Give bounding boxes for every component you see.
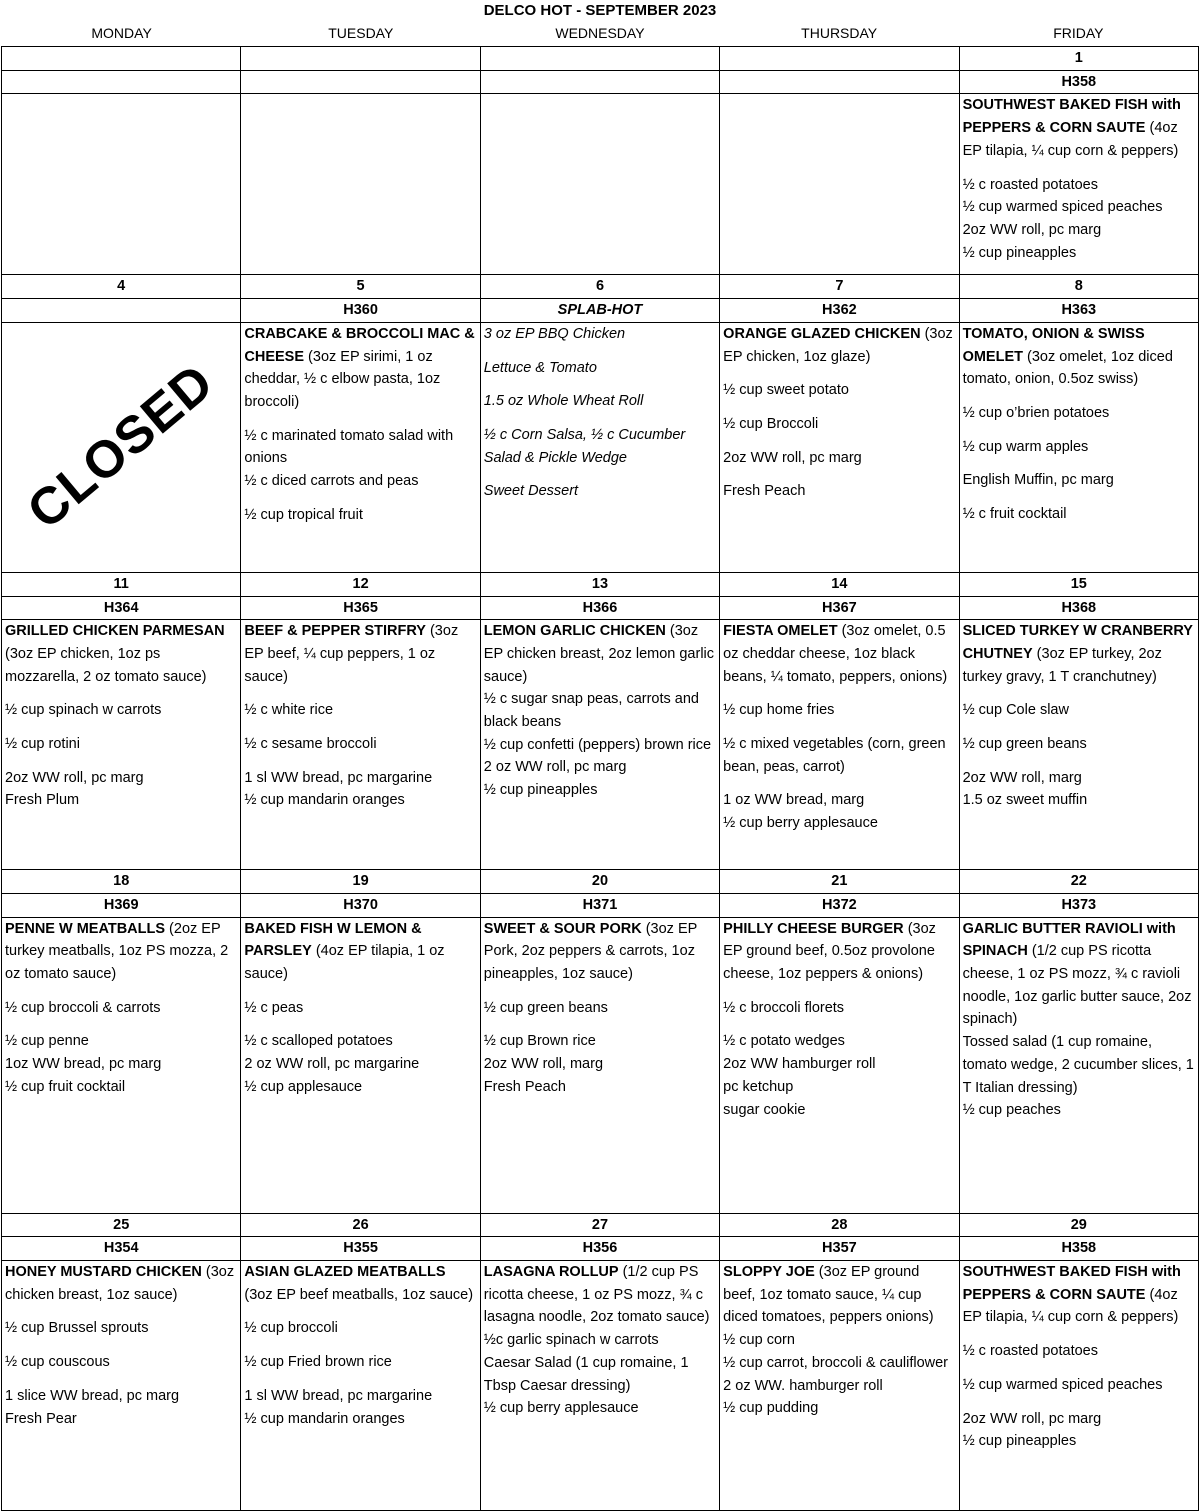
- spacer: [723, 778, 955, 789]
- spacer: [244, 1374, 476, 1385]
- calendar-title: DELCO HOT - SEPTEMBER 2023: [483, 2, 717, 19]
- entree-description: (1/2 cup PS ricotta cheese, 1 oz PS mozz, ¾ c ravioli noodle, 1oz garlic butter sauce, 2oz spinach): [962, 943, 1192, 1028]
- side-item: ½ c peas: [244, 999, 304, 1016]
- side-item: Fresh Plum: [5, 792, 80, 809]
- entree-name: LASAGNA ROLLUP: [483, 1264, 619, 1281]
- spacer: [244, 756, 476, 767]
- menu-day-cell: [241, 620, 480, 870]
- entree-description: (2oz EP turkey meatballs, 1oz PS mozza, 2 oz tomato sauce): [5, 920, 229, 983]
- menu-row: [2, 917, 1199, 1213]
- side-item: 2oz WW hamburger roll: [723, 1056, 876, 1073]
- menu-day-cell: [480, 917, 719, 1213]
- side-item: ½ c scalloped potatoes: [244, 1033, 393, 1050]
- entree-line: [244, 1261, 476, 1306]
- code-row: [2, 596, 1199, 620]
- entree-line: [244, 620, 476, 688]
- entree-line: [5, 620, 237, 688]
- spacer: [244, 986, 476, 997]
- menu-day-cell: [959, 917, 1198, 1213]
- side-item: ½ cup penne: [5, 1033, 89, 1050]
- menu-code-cell: H371: [480, 893, 719, 917]
- entree-name: BEEF & PEPPER STIRFRY: [244, 623, 426, 640]
- date-cell: [480, 47, 719, 71]
- weekday-header: [2, 25, 1198, 41]
- side-item: Fresh Peach: [723, 483, 806, 500]
- menu-day-cell: [720, 917, 959, 1213]
- spacer: [723, 368, 955, 379]
- entree-description: (3oz EP ground beef, 1oz tomato sauce, ¼ cup diced tomatoes, peppers onions): [723, 1264, 934, 1326]
- side-item: ½ cup Broccoli: [723, 415, 819, 432]
- entree-name: LEMON GARLIC CHICKEN: [483, 623, 666, 640]
- side-item: sugar cookie: [723, 1101, 806, 1118]
- side-item: ½ cup broccoli: [244, 1320, 338, 1337]
- code-row: [2, 1237, 1199, 1261]
- side-item: ½ cup sweet potato: [723, 382, 849, 399]
- menu-code-cell: H366: [480, 596, 719, 620]
- weekday-monday: MONDAY: [91, 25, 152, 41]
- date-cell: 6: [480, 275, 719, 299]
- menu-day-cell: [959, 94, 1198, 275]
- side-item: 2oz WW roll, pc marg: [5, 769, 144, 786]
- side-item: ½c garlic spinach w carrots: [483, 1332, 659, 1349]
- date-row: [2, 572, 1199, 596]
- entree-description: (3oz EP beef, ¼ cup peppers, 1 oz sauce): [244, 623, 459, 685]
- menu-day-cell: [959, 1261, 1198, 1511]
- side-item: ½ cup green beans: [962, 736, 1087, 753]
- entree-description: 3 oz EP BBQ Chicken: [483, 325, 626, 342]
- menu-code-cell: H369: [2, 893, 241, 917]
- side-item: ½ c sesame broccoli: [244, 736, 377, 753]
- date-cell: 21: [720, 870, 959, 894]
- menu-code-cell: H354: [2, 1237, 241, 1261]
- side-item: Fresh Peach: [483, 1078, 566, 1095]
- spacer: [723, 1019, 955, 1030]
- spacer: [963, 1397, 1195, 1408]
- date-cell: 12: [241, 572, 480, 596]
- weekday-tuesday: TUESDAY: [328, 25, 394, 41]
- side-item: ½ c mixed vegetables (corn, green bean, peas, carrot): [723, 736, 946, 775]
- menu-day-cell: [241, 322, 480, 572]
- menu-code-cell: H355: [241, 1237, 480, 1261]
- date-cell: 29: [959, 1213, 1198, 1237]
- entree-description: (3oz EP ground beef, 0.5oz provolone cheese, 1oz peppers & onions): [723, 920, 936, 983]
- entree-line: [723, 620, 955, 688]
- side-item: ½ c diced carrots and peas: [244, 473, 419, 490]
- menu-day-cell: [959, 322, 1198, 572]
- side-item: ½ cup couscous: [5, 1354, 110, 1371]
- date-cell: 14: [720, 572, 959, 596]
- menu-calendar-grid: [1, 46, 1199, 1511]
- spacer: [723, 688, 955, 699]
- side-item: Tossed salad (1 cup romaine, tomato wedge, 2 cucumber slices, 1 T Italian dressing): [962, 1034, 1194, 1096]
- side-item: ½ cup pineapples: [962, 244, 1077, 261]
- spacer: [723, 722, 955, 733]
- side-item: ½ cup fruit cocktail: [5, 1078, 126, 1095]
- entree-description: (3oz EP turkey, 2oz turkey gravy, 1 T cranchutney): [962, 645, 1162, 685]
- spacer: [244, 722, 476, 733]
- entree-name: CRABCAKE & BROCCOLI MAC & CHEESE: [244, 325, 475, 365]
- entree-name: TOMATO, ONION & SWISS OMELET: [962, 325, 1145, 365]
- spacer: [723, 402, 955, 413]
- side-item: ½ c roasted potatoes: [962, 176, 1098, 193]
- menu-code-cell: [2, 70, 241, 94]
- side-item: ½ cup home fries: [723, 702, 835, 719]
- menu-row: [2, 620, 1199, 870]
- menu-day-cell: [720, 322, 959, 572]
- side-item: ½ cup broccoli & carrots: [5, 999, 161, 1016]
- spacer: [963, 425, 1195, 436]
- side-item: ½ cup green beans: [483, 999, 608, 1016]
- side-item: 2oz WW roll, pc marg: [723, 449, 862, 466]
- menu-code-cell: H358: [959, 1237, 1198, 1261]
- side-item: ½ c broccoli florets: [723, 999, 845, 1016]
- code-row: [2, 70, 1199, 94]
- side-item: ½ cup corn: [723, 1332, 795, 1349]
- date-cell: 20: [480, 870, 719, 894]
- entree-description: (4oz EP tilapia, ¼ cup corn & peppers): [962, 1286, 1179, 1326]
- spacer: [963, 756, 1195, 767]
- date-cell: 26: [241, 1213, 480, 1237]
- entree-name: SWEET & SOUR PORK: [483, 920, 642, 937]
- date-cell: 28: [720, 1213, 959, 1237]
- entree-line: [723, 918, 955, 986]
- menu-code-cell: H357: [720, 1237, 959, 1261]
- entree-description: (4oz EP tilapia, 1 oz sauce): [244, 943, 445, 983]
- menu-day-cell: [241, 917, 480, 1213]
- menu-code-cell: H358: [959, 70, 1198, 94]
- side-item: ½ cup spinach w carrots: [5, 702, 162, 719]
- side-item: ½ c marinated tomato salad with onions: [244, 427, 454, 467]
- side-item: 1.5 oz sweet muffin: [962, 792, 1088, 809]
- spacer: [244, 1019, 476, 1030]
- entree-name: SOUTHWEST BAKED FISH with PEPPERS & CORN SAUTE: [962, 97, 1181, 137]
- entree-description: (3oz omelet, 0.5 oz cheddar cheese, 1oz black beans, ¼ tomato, peppers, onions): [723, 623, 948, 685]
- date-cell: 27: [480, 1213, 719, 1237]
- menu-day-cell: [480, 322, 719, 572]
- spacer: [244, 414, 476, 425]
- side-item: 1 sl WW bread, pc margarine: [244, 1387, 433, 1404]
- spacer: [244, 493, 476, 504]
- date-row: [2, 275, 1199, 299]
- side-item: ½ cup confetti (peppers) brown rice: [483, 736, 712, 753]
- entree-line: [484, 620, 716, 688]
- side-item: ½ cup carrot, broccoli & cauliflower: [723, 1354, 949, 1371]
- entree-line: [484, 1261, 716, 1329]
- side-item: ½ cup pudding: [723, 1400, 819, 1417]
- spacer: [963, 722, 1195, 733]
- spacer: [484, 413, 716, 424]
- entree-description: (3oz EP beef meatballs, 1oz sauce): [244, 1286, 474, 1303]
- menu-code-cell: H370: [241, 893, 480, 917]
- side-item: 2 oz WW roll, pc marg: [483, 759, 627, 776]
- menu-day-cell: [2, 620, 241, 870]
- entree-line: [963, 1261, 1195, 1329]
- date-cell: 22: [959, 870, 1198, 894]
- side-item: 1 slice WW bread, pc marg: [5, 1387, 180, 1404]
- side-item: ½ cup warmed spiced peaches: [962, 1376, 1163, 1393]
- spacer: [5, 722, 237, 733]
- spacer: [963, 458, 1195, 469]
- side-item: ½ c roasted potatoes: [962, 1343, 1098, 1360]
- entree-name: GRILLED CHICKEN PARMESAN: [5, 623, 225, 640]
- spacer: [5, 1374, 237, 1385]
- side-item: 2 oz WW roll, pc margarine: [244, 1056, 420, 1073]
- date-cell: [720, 47, 959, 71]
- side-item: 1.5 oz Whole Wheat Roll: [483, 393, 644, 410]
- entree-description: (3oz EP chicken, 1oz ps mozzarella, 2 oz tomato sauce): [5, 645, 207, 685]
- date-row: [2, 870, 1199, 894]
- spacer: [963, 688, 1195, 699]
- side-item: Sweet Dessert: [483, 483, 579, 500]
- spacer: [5, 986, 237, 997]
- date-cell: [2, 47, 241, 71]
- side-item: English Muffin, pc marg: [962, 472, 1114, 489]
- menu-code-cell: H368: [959, 596, 1198, 620]
- side-item: 2oz WW roll, pc marg: [962, 221, 1102, 238]
- date-cell: 8: [959, 275, 1198, 299]
- side-item: Lettuce & Tomato: [483, 359, 597, 376]
- entree-name: SLICED TURKEY W CRANBERRY CHUTNEY: [962, 623, 1193, 662]
- side-item: ½ c fruit cocktail: [962, 506, 1067, 523]
- menu-day-cell: [2, 1261, 241, 1511]
- menu-row: [2, 1261, 1199, 1511]
- spacer: [244, 1340, 476, 1351]
- entree-name: ORANGE GLAZED CHICKEN: [723, 325, 921, 342]
- entree-description: (1/2 cup PS ricotta cheese, 1 oz PS mozz, ¾ c lasagna noodle, 2oz tomato sauce): [483, 1264, 710, 1326]
- side-item: 2oz WW roll, marg: [962, 769, 1082, 786]
- entree-line: [723, 323, 955, 368]
- menu-code-cell: H360: [241, 299, 480, 323]
- date-cell: 11: [2, 572, 241, 596]
- menu-row: [2, 322, 1199, 572]
- side-item: ½ cup Fried brown rice: [244, 1354, 392, 1371]
- side-item: ½ cup pineapples: [962, 1433, 1077, 1450]
- spacer: [484, 379, 716, 390]
- menu-row: [2, 94, 1199, 275]
- spacer: [963, 163, 1195, 174]
- spacer: [5, 1019, 237, 1030]
- entree-line: [963, 620, 1195, 688]
- entree-name: SLOPPY JOE: [723, 1264, 815, 1281]
- entree-description: (4oz EP tilapia, ¼ cup corn & peppers): [962, 120, 1179, 159]
- entree-line: [484, 918, 716, 986]
- spacer: [244, 1306, 476, 1317]
- side-item: 2oz WW roll, marg: [483, 1056, 604, 1073]
- side-item: ½ cup Brown rice: [483, 1033, 596, 1050]
- menu-code-cell: [241, 70, 480, 94]
- side-item: Caesar Salad (1 cup romaine, 1 Tbsp Caesar dressing): [483, 1354, 689, 1394]
- menu-code-cell: [720, 70, 959, 94]
- spacer: [244, 688, 476, 699]
- side-item: ½ cup warmed spiced peaches: [962, 199, 1163, 216]
- side-item: 1 sl WW bread, pc margarine: [244, 769, 433, 786]
- side-item: ½ cup o’brien potatoes: [962, 404, 1110, 421]
- entree-description: (3oz EP sirimi, 1 oz cheddar, ½ c elbow pasta, 1oz broccoli): [244, 348, 441, 410]
- spacer: [963, 1363, 1195, 1374]
- empty-day-cell: [241, 94, 480, 275]
- side-item: ½ cup rotini: [5, 736, 80, 753]
- empty-day-cell: [480, 94, 719, 275]
- side-item: 2oz WW roll, pc marg: [962, 1410, 1102, 1427]
- entree-name: SOUTHWEST BAKED FISH with PEPPERS & CORN SAUTE: [962, 1264, 1181, 1303]
- entree-line: [963, 918, 1195, 1032]
- code-row: [2, 299, 1199, 323]
- entree-line: [5, 918, 237, 986]
- menu-code-cell: H372: [720, 893, 959, 917]
- weekday-wednesday: WEDNESDAY: [555, 25, 645, 41]
- menu-code-cell: H373: [959, 893, 1198, 917]
- menu-code-cell: H356: [480, 1237, 719, 1261]
- side-item: ½ cup berry applesauce: [483, 1400, 639, 1417]
- entree-line: [244, 918, 476, 986]
- side-item: Fresh Pear: [5, 1410, 77, 1427]
- date-cell: 25: [2, 1213, 241, 1237]
- spacer: [5, 756, 237, 767]
- entree-description: (3oz EP Pork, 2oz peppers & carrots, 1oz pineapples, 1oz sauce): [483, 920, 698, 983]
- side-item: ½ cup mandarin oranges: [244, 1410, 405, 1427]
- closed-day-cell: [2, 322, 241, 572]
- spacer: [5, 1306, 237, 1317]
- side-item: 1oz WW bread, pc marg: [5, 1056, 162, 1073]
- side-item: 2 oz WW. hamburger roll: [723, 1377, 883, 1394]
- entree-description: (3oz EP chicken breast, 2oz lemon garlic sauce): [483, 623, 715, 685]
- menu-day-cell: [959, 620, 1198, 870]
- date-cell: 7: [720, 275, 959, 299]
- entree-description: (3oz chicken breast, 1oz sauce): [5, 1264, 235, 1303]
- spacer: [963, 391, 1195, 402]
- side-item: ½ c Corn Salsa, ½ c Cucumber Salad & Pickle Wedge: [483, 426, 686, 466]
- menu-code-cell: SPLAB-HOT: [480, 299, 719, 323]
- entree-name: FIESTA OMELET: [723, 623, 838, 640]
- menu-day-cell: [2, 917, 241, 1213]
- entree-line: [5, 1261, 237, 1306]
- entree-name: HONEY MUSTARD CHICKEN: [5, 1264, 202, 1281]
- side-item: ½ cup applesauce: [244, 1078, 363, 1095]
- menu-day-cell: [480, 620, 719, 870]
- spacer: [723, 469, 955, 480]
- menu-code-cell: H364: [2, 596, 241, 620]
- entree-name: GARLIC BUTTER RAVIOLI with SPINACH: [962, 920, 1176, 960]
- side-item: pc ketchup: [723, 1078, 794, 1095]
- spacer: [5, 688, 237, 699]
- spacer: [723, 436, 955, 447]
- menu-code-cell: H365: [241, 596, 480, 620]
- date-cell: 15: [959, 572, 1198, 596]
- entree-name: PHILLY CHEESE BURGER: [723, 920, 904, 937]
- entree-line: [963, 323, 1195, 391]
- menu-code-cell: [2, 299, 241, 323]
- side-item: ½ c sugar snap peas, carrots and black beans: [483, 691, 699, 731]
- side-item: ½ cup berry applesauce: [723, 815, 878, 832]
- date-row: [2, 47, 1199, 71]
- side-item: ½ cup mandarin oranges: [244, 792, 405, 809]
- spacer: [963, 492, 1195, 503]
- menu-code-cell: H362: [720, 299, 959, 323]
- side-item: 1 oz WW bread, marg: [723, 792, 865, 809]
- entree-name: PENNE W MEATBALLS: [5, 920, 166, 937]
- date-row: [2, 1213, 1199, 1237]
- weekday-friday: FRIDAY: [1053, 25, 1104, 41]
- spacer: [484, 469, 716, 480]
- spacer: [5, 1340, 237, 1351]
- side-item: ½ c potato wedges: [723, 1033, 845, 1050]
- side-item: ½ cup peaches: [962, 1102, 1061, 1119]
- weekday-thursday: THURSDAY: [801, 25, 878, 41]
- closed-stamp: CLOSED: [17, 353, 225, 541]
- entree-line: [963, 94, 1195, 162]
- menu-day-cell: [480, 1261, 719, 1511]
- menu-code-cell: H363: [959, 299, 1198, 323]
- side-item: ½ cup pineapples: [483, 782, 598, 799]
- spacer: [484, 346, 716, 357]
- date-cell: 13: [480, 572, 719, 596]
- empty-day-cell: [2, 94, 241, 275]
- spacer: [484, 1019, 716, 1030]
- menu-day-cell: [720, 620, 959, 870]
- date-cell: 5: [241, 275, 480, 299]
- entree-line: [244, 323, 476, 414]
- side-item: ½ cup Cole slaw: [962, 702, 1069, 719]
- entree-description: (3oz EP chicken, 1oz glaze): [723, 325, 953, 365]
- menu-day-cell: [241, 1261, 480, 1511]
- empty-day-cell: [720, 94, 959, 275]
- entree-line: [484, 323, 716, 346]
- menu-code-cell: H367: [720, 596, 959, 620]
- date-cell: [241, 47, 480, 71]
- entree-name: ASIAN GLAZED MEATBALLS: [244, 1264, 446, 1281]
- spacer: [484, 986, 716, 997]
- date-cell: 1: [959, 47, 1198, 71]
- menu-day-cell: [720, 1261, 959, 1511]
- side-item: ½ cup tropical fruit: [244, 506, 363, 523]
- date-cell: 18: [2, 870, 241, 894]
- entree-description: (3oz omelet, 1oz diced tomato, onion, 0.5oz swiss): [962, 348, 1173, 388]
- side-item: ½ cup warm apples: [962, 438, 1089, 455]
- side-item: ½ cup Brussel sprouts: [5, 1320, 149, 1337]
- spacer: [963, 1329, 1195, 1340]
- side-item: ½ c white rice: [244, 702, 334, 719]
- menu-code-cell: [480, 70, 719, 94]
- entree-line: [723, 1261, 955, 1329]
- date-cell: 4: [2, 275, 241, 299]
- entree-name: BAKED FISH W LEMON & PARSLEY: [244, 920, 422, 960]
- code-row: [2, 893, 1199, 917]
- date-cell: 19: [241, 870, 480, 894]
- spacer: [723, 986, 955, 997]
